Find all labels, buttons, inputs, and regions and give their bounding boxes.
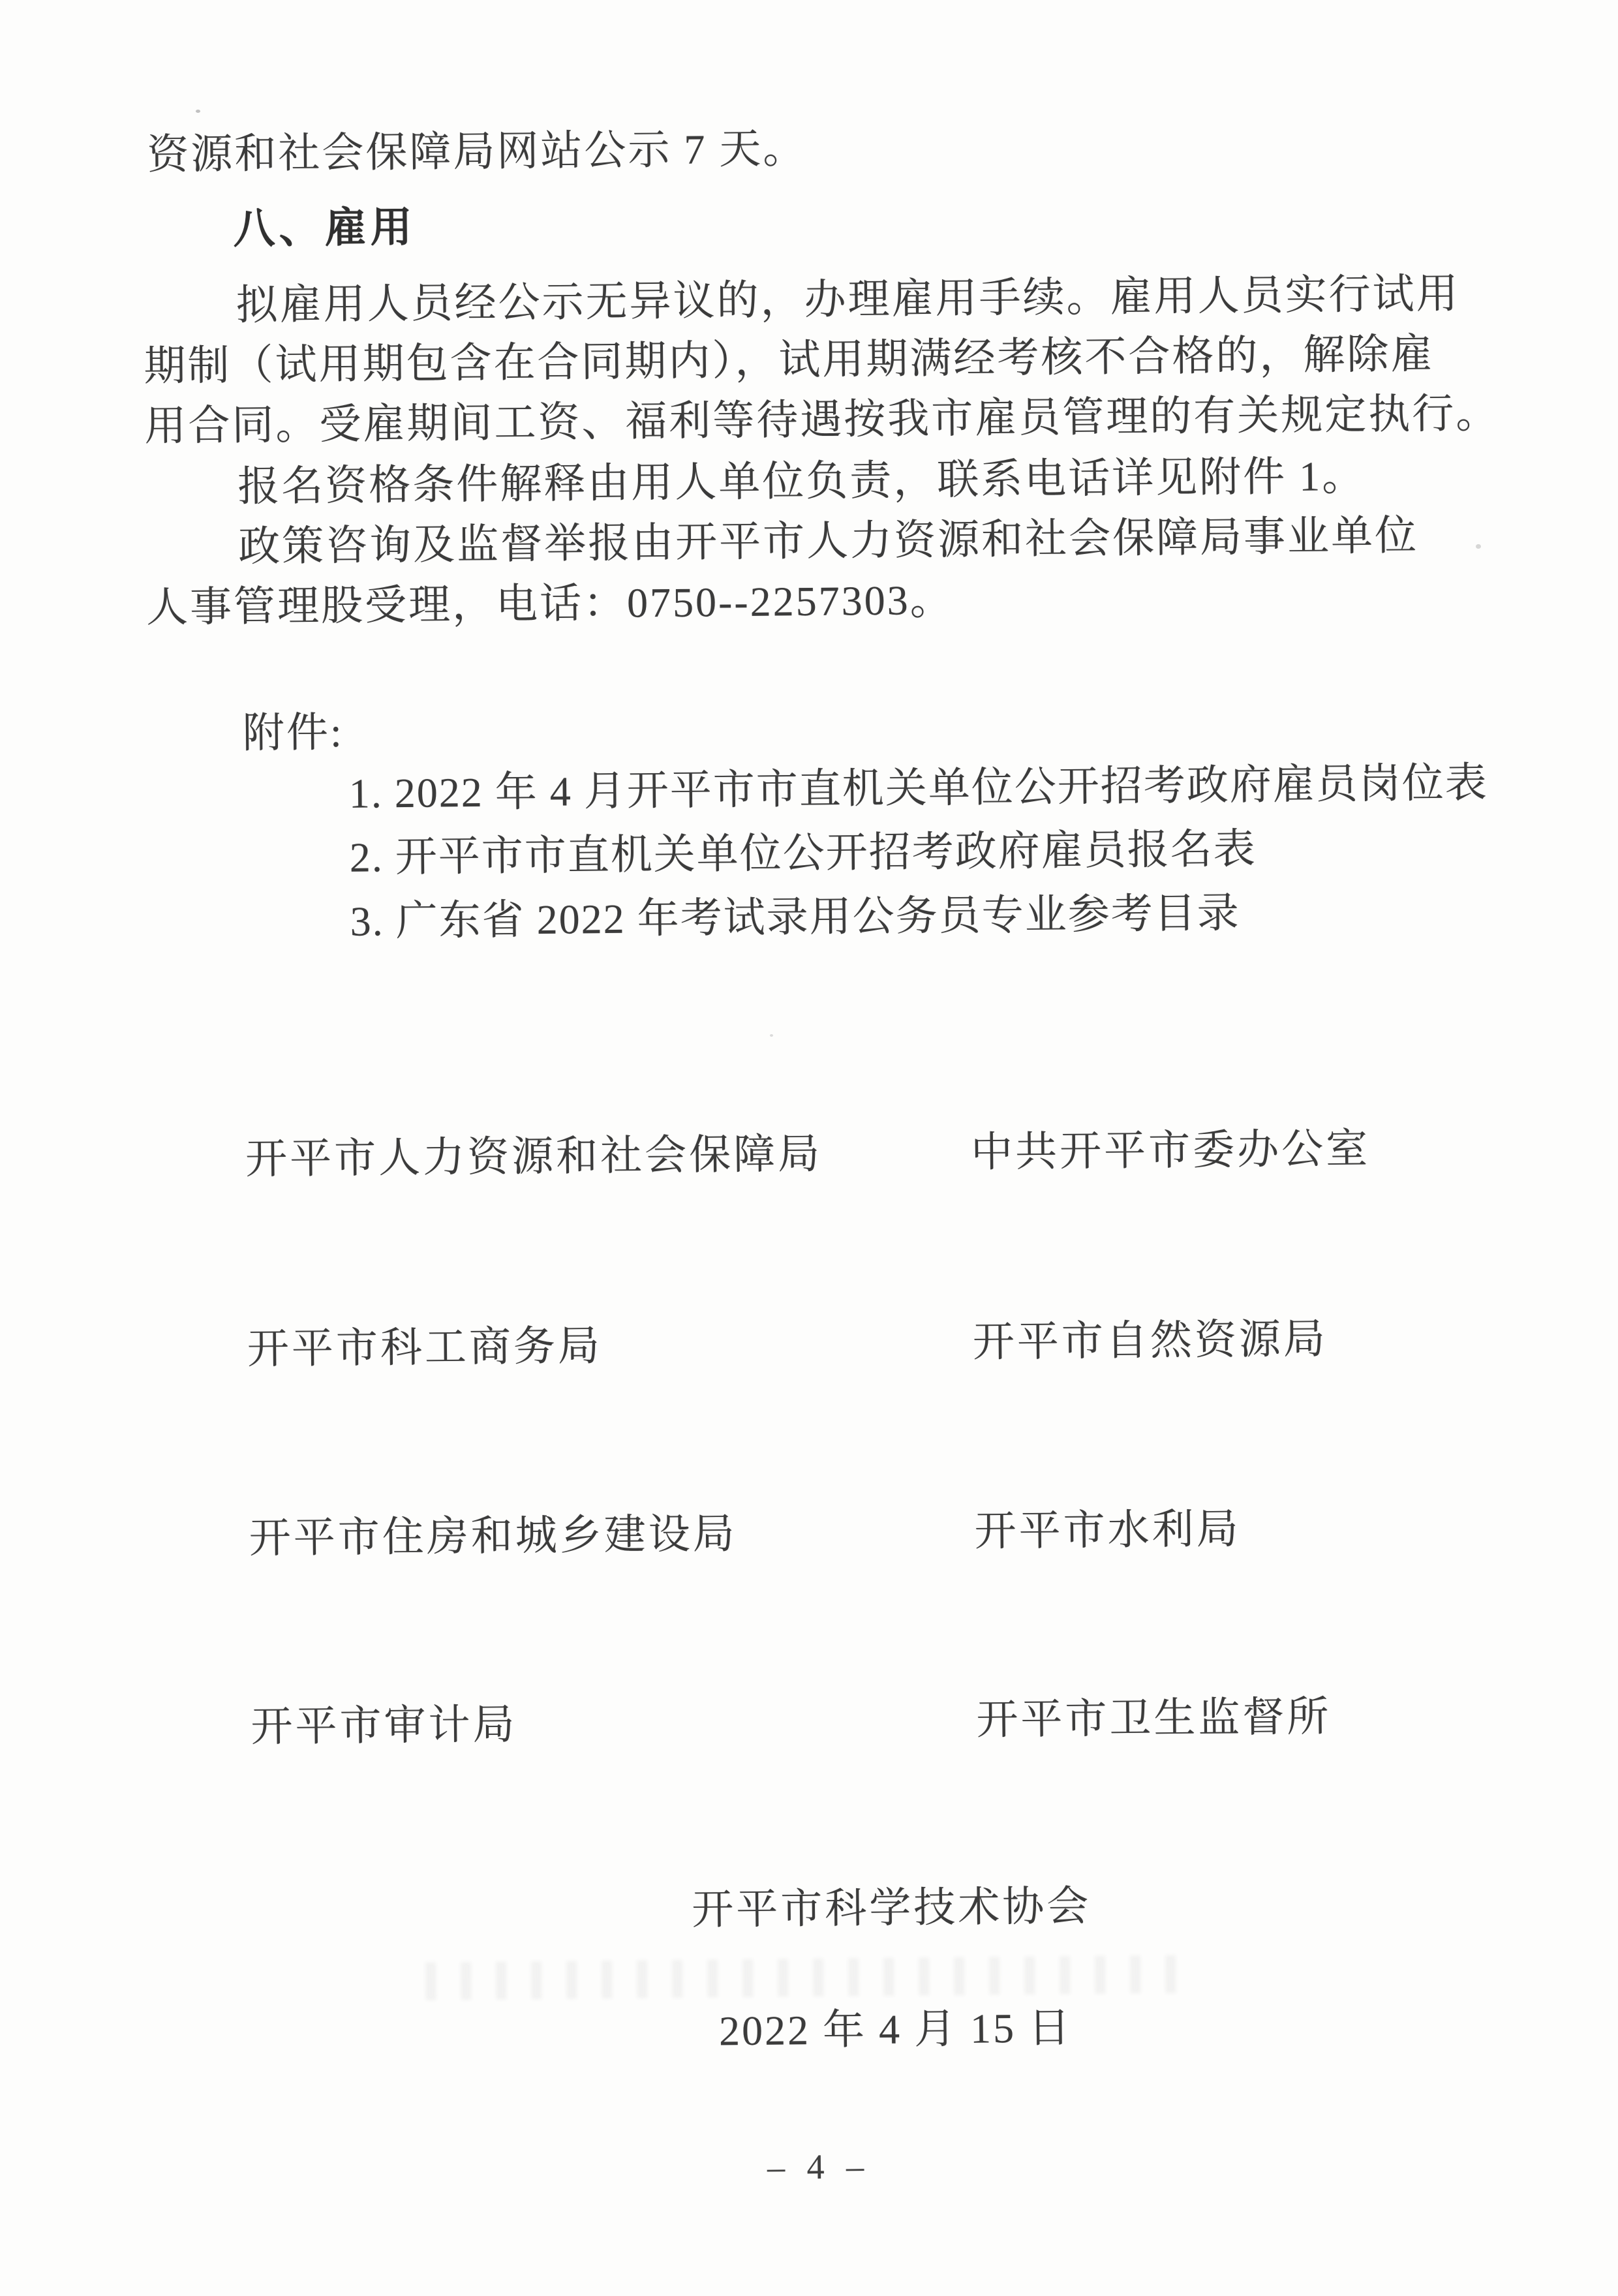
signature-right: 中共开平市委办公室 bbox=[970, 1125, 1371, 1176]
attachment-item: 2. 开平市市直机关单位公开招考政府雇员报名表 bbox=[349, 825, 1257, 881]
signature-center-issuer: 开平市科学技术协会 bbox=[691, 1882, 1091, 1933]
section-heading: 八、雇用 bbox=[233, 203, 416, 254]
attachment-item: 3. 广东省 2022 年考试录用公务员专业参考目录 bbox=[350, 889, 1240, 945]
attachments-label: 附件: bbox=[242, 709, 344, 757]
attachment-item: 1. 2022 年 4 月开平市市直机关单位公开招考政府雇员岗位表 bbox=[348, 759, 1489, 817]
paragraph-line: 人事管理股受理，电话：0750--2257303。 bbox=[145, 576, 954, 631]
paragraph-line: 拟雇用人员经公示无异议的，办理雇用手续。雇用人员实行试用 bbox=[236, 270, 1460, 329]
paragraph-line: 政策咨询及监督举报由开平市人力资源和社会保障局事业单位 bbox=[237, 512, 1419, 570]
scan-speck bbox=[196, 110, 200, 113]
signature-left: 开平市人力资源和社会保障局 bbox=[245, 1130, 823, 1183]
signature-right: 开平市卫生监督所 bbox=[976, 1693, 1332, 1743]
paragraph-line: 报名资格条件解释由用人单位负责，联系电话详见附件 1。 bbox=[237, 452, 1366, 510]
scan-speck bbox=[770, 1034, 773, 1037]
paragraph-line: 期制（试用期包含在合同期内），试用期满经考核不合格的，解除雇 bbox=[144, 330, 1435, 390]
signature-right: 开平市水利局 bbox=[974, 1505, 1242, 1555]
page-number: – 4 – bbox=[767, 2147, 871, 2187]
issue-date: 2022 年 4 月 15 日 bbox=[718, 2004, 1073, 2055]
paragraph-line: 用合同。受雇期间工资、福利等待遇按我市雇员管理的有关规定执行。 bbox=[144, 390, 1500, 450]
paragraph-line: 资源和社会保障局网站公示 7 天。 bbox=[147, 125, 807, 178]
scan-bleed-artifact bbox=[425, 1955, 1196, 2000]
signature-left: 开平市科工商务局 bbox=[247, 1323, 603, 1373]
scan-speck bbox=[1476, 544, 1481, 549]
signature-left: 开平市住房和城乡建设局 bbox=[249, 1510, 738, 1562]
signature-right: 开平市自然资源局 bbox=[972, 1315, 1328, 1366]
signature-left: 开平市审计局 bbox=[251, 1701, 517, 1751]
